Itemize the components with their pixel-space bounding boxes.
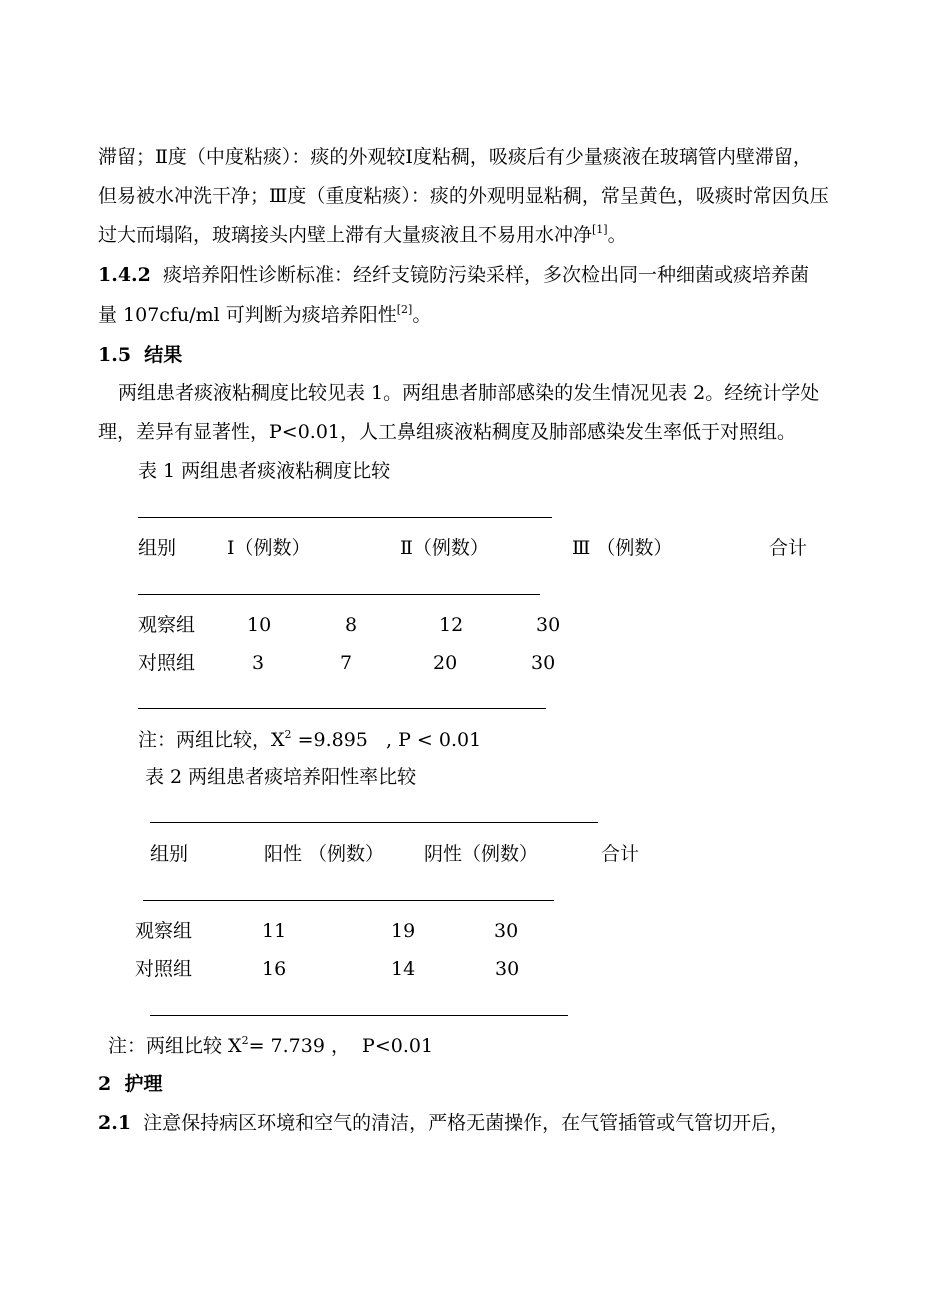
table-1-cell: 20 xyxy=(433,652,458,674)
table-1-cell: 对照组 xyxy=(138,652,196,674)
section-title: 护理 xyxy=(124,1073,163,1095)
section-1-4-2-line-2 xyxy=(98,303,858,326)
table-2-cell: 对照组 xyxy=(135,958,193,980)
paragraph-line-3 xyxy=(98,223,858,246)
table-1-cell: 30 xyxy=(536,614,561,636)
section-text: 注意保持病区环境和空气的清洁，严格无菌操作，在气管插管或气管切开后， xyxy=(143,1112,790,1134)
table-1-cell: 观察组 xyxy=(138,614,196,636)
table-1-caption: 表 1 两组患者痰液粘稠度比较 xyxy=(138,460,391,482)
section-text: 痰培养阳性诊断标准：经纤支镜防污染采样，多次检出同一种细菌或痰培养菌 xyxy=(162,264,809,286)
table-2-cell: 30 xyxy=(495,958,520,980)
table-2-cell: 19 xyxy=(391,920,416,942)
table-2-caption: 表 2 两组患者痰培养阳性率比较 xyxy=(145,766,417,788)
section-text-2: 量 107cfu/ml 可判断为痰培养阳性 xyxy=(98,304,397,326)
table-2-cell: 观察组 xyxy=(135,920,193,942)
section-number: 1.4.2 xyxy=(98,264,151,286)
table-1-header-grade-2: Ⅱ（例数） xyxy=(400,537,489,559)
table-2-cell: 16 xyxy=(262,958,287,980)
table-1-top-rule xyxy=(138,517,552,518)
note-superscript: 2 xyxy=(241,1034,249,1047)
paragraph-line-2: 但易被水冲洗干净；Ⅲ度（重度粘痰）：痰的外观明显粘稠，常呈黄色，吸痰时常因负压 xyxy=(98,185,829,207)
table-1-bottom-rule xyxy=(138,708,546,709)
note-stats: = 7.739 ， P<0.01 xyxy=(248,1035,434,1057)
section-2-1-line xyxy=(98,1114,858,1133)
table-1-cell: 8 xyxy=(345,614,358,636)
table-1-header-grade-1: Ⅰ（例数） xyxy=(227,537,311,559)
section-number: 2 xyxy=(98,1073,112,1095)
table-2-cell: 14 xyxy=(391,958,416,980)
table-2-header-group: 组别 xyxy=(150,843,189,865)
section-1-5-heading xyxy=(98,346,182,365)
note-superscript: 2 xyxy=(284,728,292,741)
table-1-cell: 10 xyxy=(247,614,272,636)
note-text: 注：两组比较 X xyxy=(108,1035,242,1057)
section-tail: 。 xyxy=(412,304,432,326)
table-2-header-positive: 阳性 （例数） xyxy=(264,843,385,865)
results-line-1: 两组患者痰液粘稠度比较见表 1。两组患者肺部感染的发生情况见表 2。经统计学处 xyxy=(118,382,820,404)
note-text: 注：两组比较，X xyxy=(138,729,285,751)
table-1-header-total: 合计 xyxy=(769,537,808,559)
reference-2: [2] xyxy=(396,303,413,316)
table-2-header-total: 合计 xyxy=(601,843,640,865)
table-1-mid-rule xyxy=(138,594,540,595)
table-2-mid-rule xyxy=(143,900,554,901)
table-1-cell: 30 xyxy=(531,652,556,674)
paragraph-line-3-text: 过大而塌陷，玻璃接头内壁上滞有大量痰液且不易用水冲净 xyxy=(98,224,593,246)
section-number: 2.1 xyxy=(98,1112,132,1134)
table-1-cell: 3 xyxy=(252,652,265,674)
reference-1: [1] xyxy=(592,223,608,236)
table-2-bottom-rule xyxy=(150,1015,568,1016)
table-1-note xyxy=(138,728,482,751)
section-1-4-2-line-1 xyxy=(98,266,858,285)
table-2-top-rule xyxy=(150,822,598,823)
section-title: 结果 xyxy=(144,344,183,366)
table-1-header-grade-3: Ⅲ （例数） xyxy=(572,537,673,559)
results-line-2: 理，差异有显著性，P<0.01，人工鼻组痰液粘稠度及肺部感染发生率低于对照组。 xyxy=(98,421,797,443)
note-stats: =9.895 , P < 0.01 xyxy=(291,729,482,751)
section-2-heading xyxy=(98,1075,162,1094)
table-2-header-negative: 阴性（例数） xyxy=(424,843,539,865)
table-2-cell: 30 xyxy=(494,920,519,942)
paragraph-line-3-tail: 。 xyxy=(607,224,627,246)
table-2-cell: 11 xyxy=(262,920,287,942)
table-1-header-group: 组别 xyxy=(138,537,177,559)
table-1-cell: 7 xyxy=(340,652,353,674)
paragraph-line-1: 滞留；Ⅱ度（中度粘痰）：痰的外观较Ⅰ度粘稠，吸痰后有少量痰液在玻璃管内壁滞留， xyxy=(98,146,812,168)
table-1-cell: 12 xyxy=(439,614,464,636)
section-number: 1.5 xyxy=(98,344,132,366)
table-2-note xyxy=(108,1034,434,1057)
